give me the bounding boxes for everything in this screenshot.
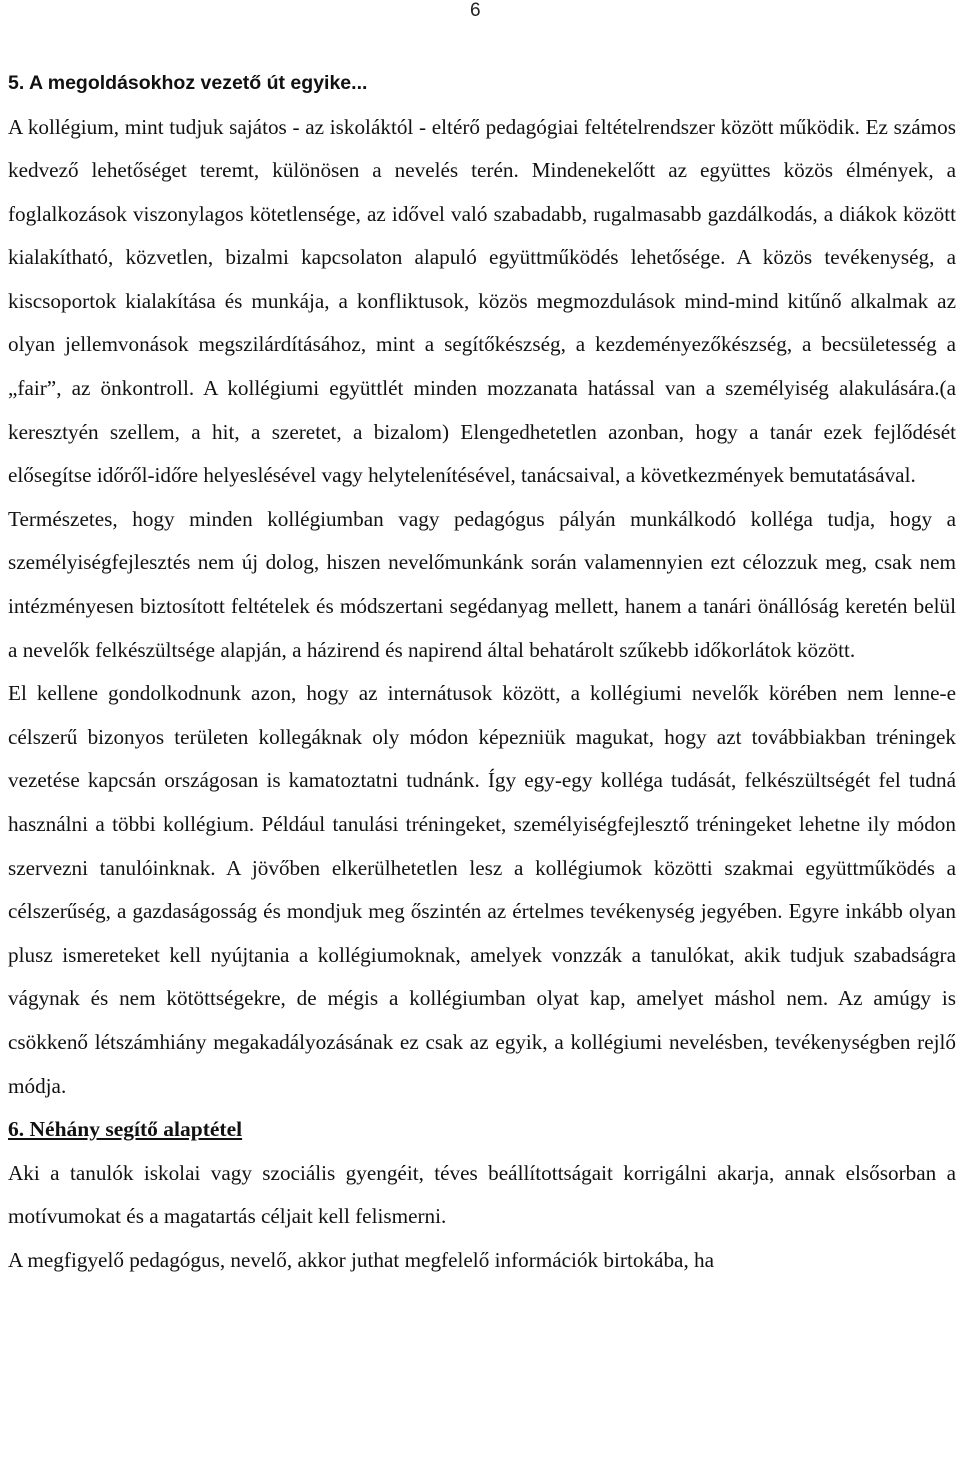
section-6-heading: 6. Néhány segítő alaptétel: [8, 1117, 243, 1142]
document-body: [8, 62, 956, 1282]
section-5-paragraph-1: A kollégium, mint tudjuk sajátos - az iskoláktól - eltérő pedagógiai feltételrendszer között működik. Ez számos kedvező lehetőséget teremt, különösen a nevelés terén. Mindenekelőtt az együttes közös élmények, a foglalkozások viszonylagos kötetlensége, az idővel való szabadabb, rugalmasabb gazdálkodás, a diákok között kialakítható, közvetlen, bizalmi kapcsolaton alapuló együttműködés lehetősége. A közös tevékenység, a kiscsoportok kialakítása és munkája, a konfliktusok, közös megmozdulások mind-mind kitűnő alkalmak az olyan jellemvonások megszilárdításához, mint a segítőkészség, a kezdeményezőkészség, a becsületesség a „fair”, az önkontroll. A kollégiumi együttlét minden mozzanata hatással van a személyiség alakulására.(a keresztyén szellem, a hit, a szeretet, a bizalom) Elengedhetetlen azonban, hogy a tanár ezek fejlődését elősegítse időről-időre helyeslésével vagy helytelenítésével, tanácsaival, a következmények bemutatásával.: [8, 114, 956, 488]
section-6-paragraph-1: Aki a tanulók iskolai vagy szociális gyengéit, téves beállítottságait korrigálni akarja, annak elsősorban a motívumokat és a magatartás céljait kell felismerni.: [8, 1160, 956, 1229]
section-6-paragraph-2: A megfigyelő pedagógus, nevelő, akkor juthat megfelelő információk birtokába, ha: [8, 1247, 715, 1272]
page-number: 6: [470, 0, 481, 21]
section-5-paragraph-3: El kellene gondolkodnunk azon, hogy az internátusok között, a kollégiumi nevelők körében nem lenne-e célszerű bizonyos területen kollegáknak oly módon képezniük magukat, hogy azt továbbiakban tréningek vezetése kapcsán országosan is kamatoztatni tudnánk. Így egy-egy kolléga tudását, felkészültségét fel tudná használni a többi kollégium. Például tanulási tréningeket, személyiségfejlesztő tréningeket lehetne ily módon szervezni tanulóinknak. A jövőben elkerülhetetlen lesz a kollégiumok közötti szakmai együttműködés a célszerűség, a gazdaságosság és mondjuk meg őszintén az értelmes tevékenység jegyében. Egyre inkább olyan plusz ismereteket kell nyújtania a kollégiumoknak, amelyek vonzzák a tanulókat, akik tudjuk szabadságra vágynak és nem kötöttségekre, de mégis a kollégiumban olyat kap, amelyet máshol nem. Az amúgy is csökkenő létszámhiány megakadályozásának ez csak az egyik, a kollégiumi nevelésben, tevékenységben rejlő módja.: [8, 681, 956, 1098]
section-5-heading: 5. A megoldásokhoz vezető út egyike...: [8, 72, 368, 94]
section-5-paragraph-2: Természetes, hogy minden kollégiumban vagy pedagógus pályán munkálkodó kolléga tudja, hogy a személyiségfejlesztés nem új dolog, hiszen nevelőmunkánk során valamennyien ezt célozzuk meg, csak nem intézményesen biztosított feltételek és módszertani segédanyag mellett, hanem a tanári önállóság keretén belül a nevelők felkészültsége alapján, a házirend és napirend által behatárolt szűkebb időkorlátok között.: [8, 506, 956, 662]
